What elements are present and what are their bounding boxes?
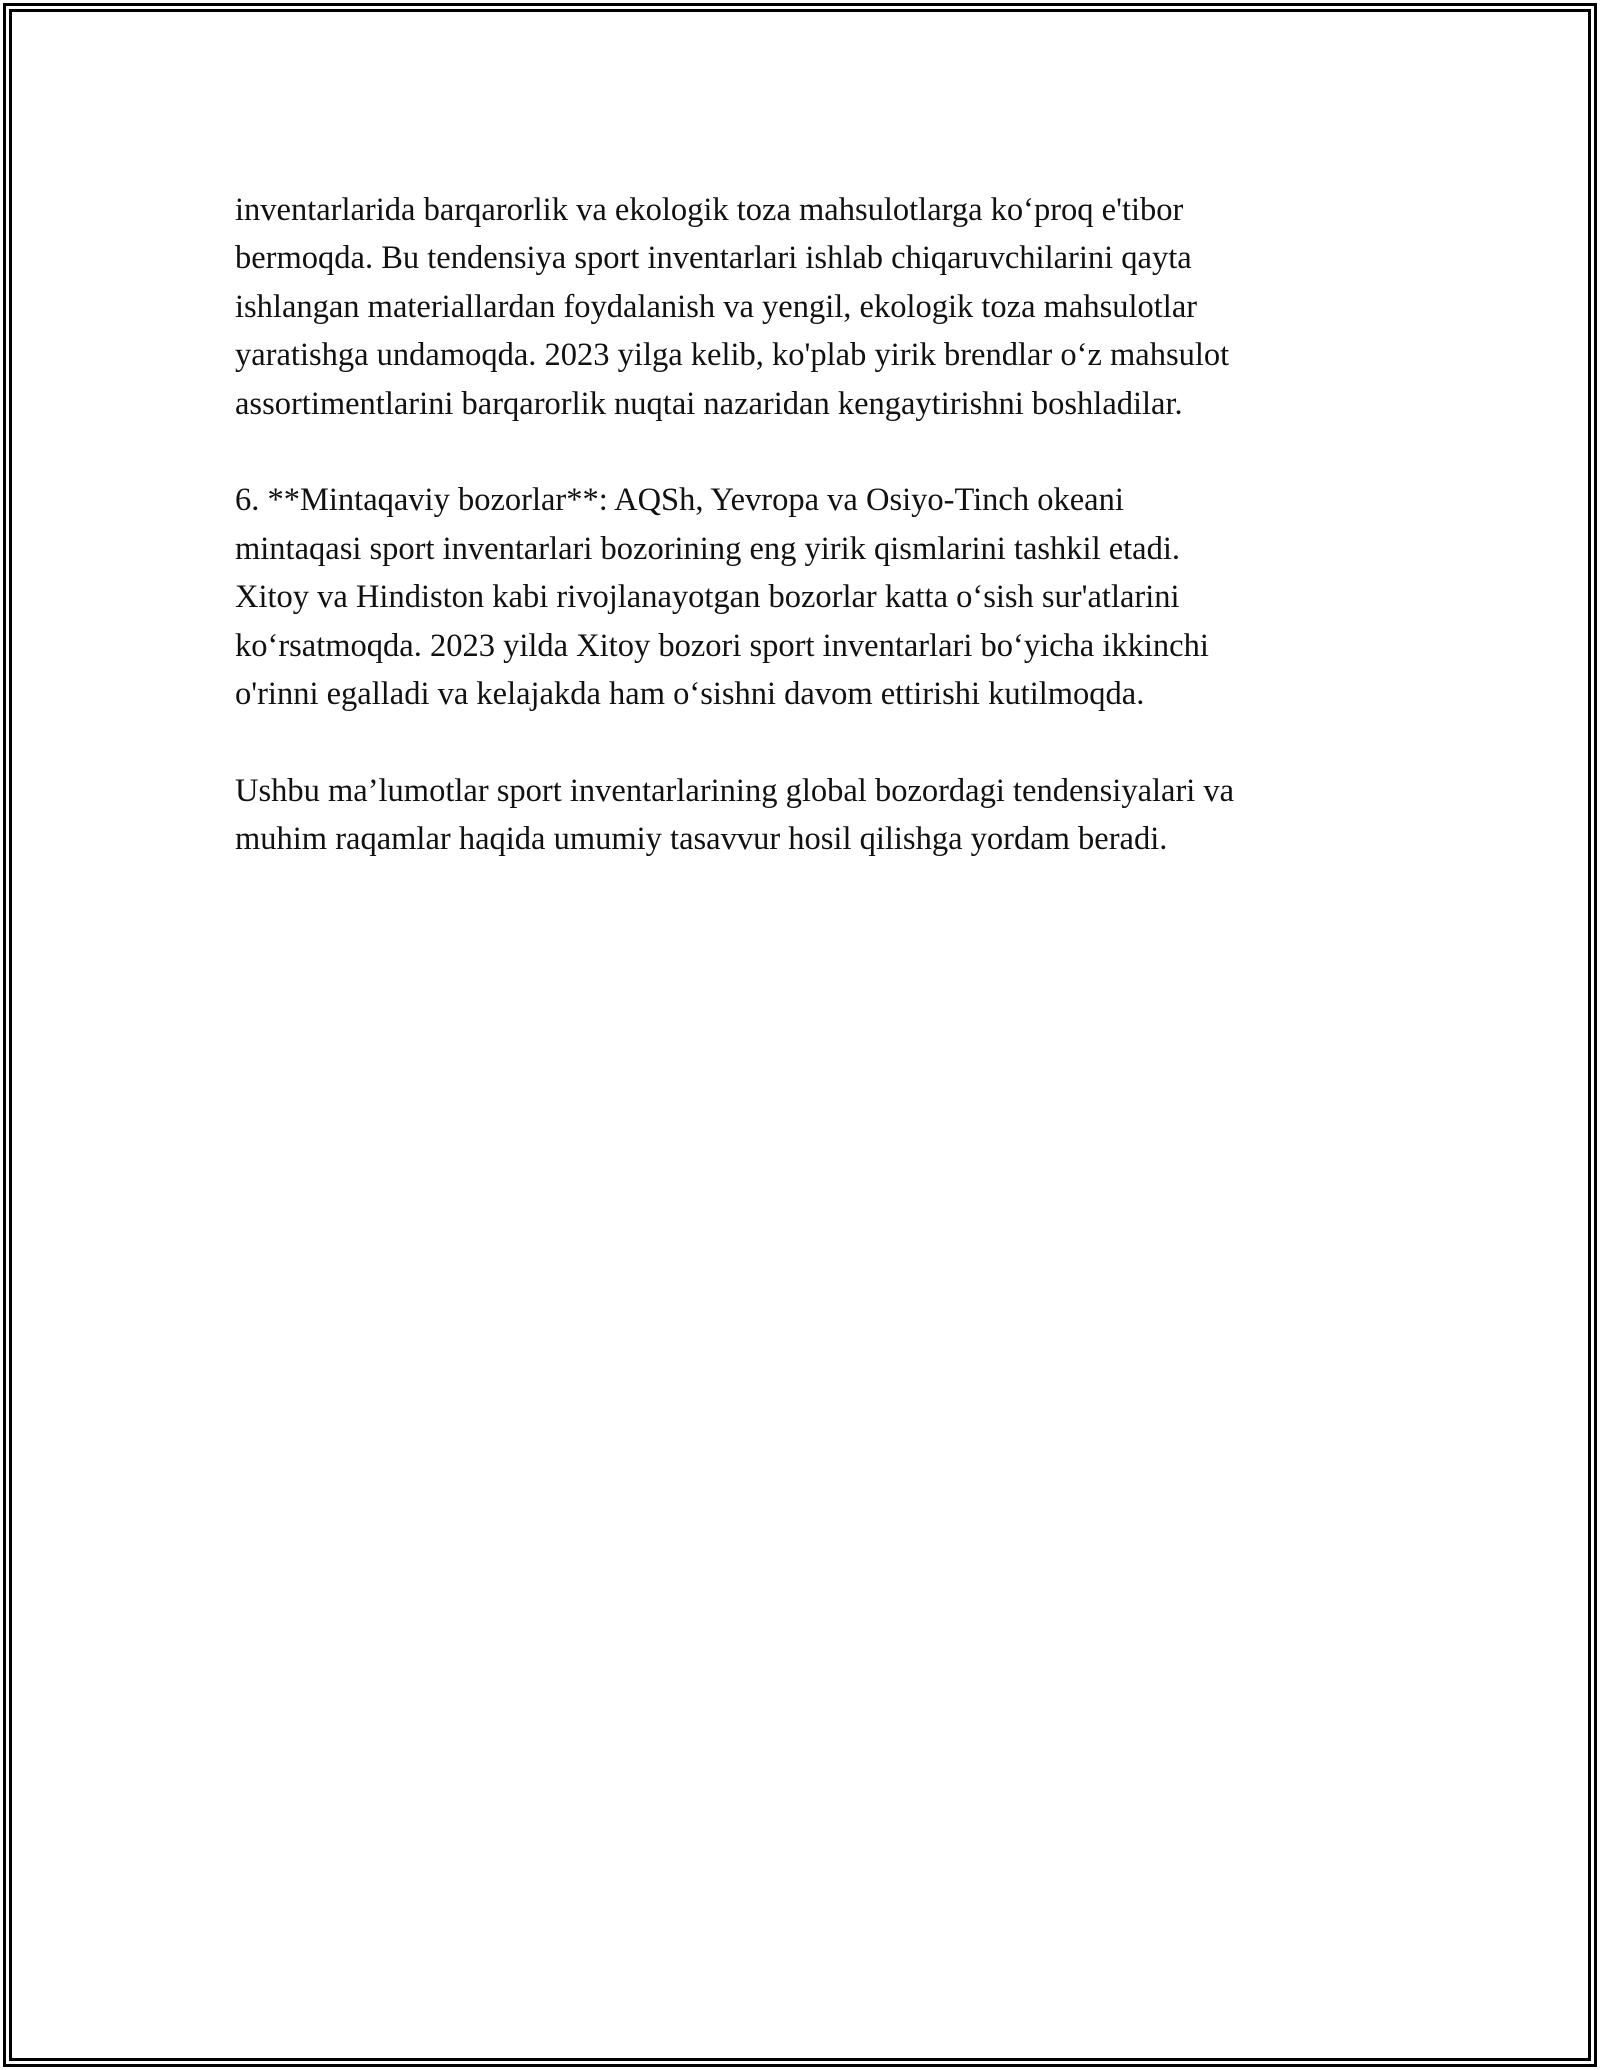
text-line: ishlangan materiallardan foydalanish va yengil, ekologik toza mahsulotlar (235, 288, 1198, 325)
text-line: mintaqasi sport inventarlari bozorining eng yirik qismlarini tashkil etadi. (235, 530, 1181, 567)
document-body (235, 186, 1415, 912)
text-line: muhim raqamlar haqida umumiy tasavvur hosil qilishga yordam beradi. (235, 821, 1168, 858)
text-line: assortimentlarini barqarorlik nuqtai nazaridan kengaytirishni boshladilar. (235, 385, 1183, 422)
text-line: o'rinni egalladi va kelajakda ham o‘sishni davom ettirishi kutilmoqda. (235, 676, 1145, 713)
paragraph-conclusion (235, 767, 1415, 864)
text-line: bermoqda. Bu tendensiya sport inventarlari ishlab chiqaruvchilarini qayta (235, 240, 1192, 277)
text-line: yaratishga undamoqda. 2023 yilga kelib, ko'plab yirik brendlar o‘z mahsulot (235, 337, 1230, 374)
paragraph-regional-markets (235, 476, 1415, 718)
text-line: Xitoy va Hindiston kabi rivojlanayotgan bozorlar katta o‘sish sur'atlarini (235, 579, 1180, 616)
text-line: inventarlarida barqarorlik va ekologik toza mahsulotlarga ko‘proq e'tibor (235, 192, 1184, 228)
text-line: Ushbu ma’lumotlar sport inventarlarining global bozordagi tendensiyalari va (235, 772, 1235, 809)
text-line: 6. **Mintaqaviy bozorlar**: AQSh, Yevropa va Osiyo-Tinch okeani (235, 482, 1124, 519)
paragraph-sustainability (235, 186, 1415, 428)
text-line: ko‘rsatmoqda. 2023 yilda Xitoy bozori sport inventarlari bo‘yicha ikkinchi (235, 627, 1209, 664)
